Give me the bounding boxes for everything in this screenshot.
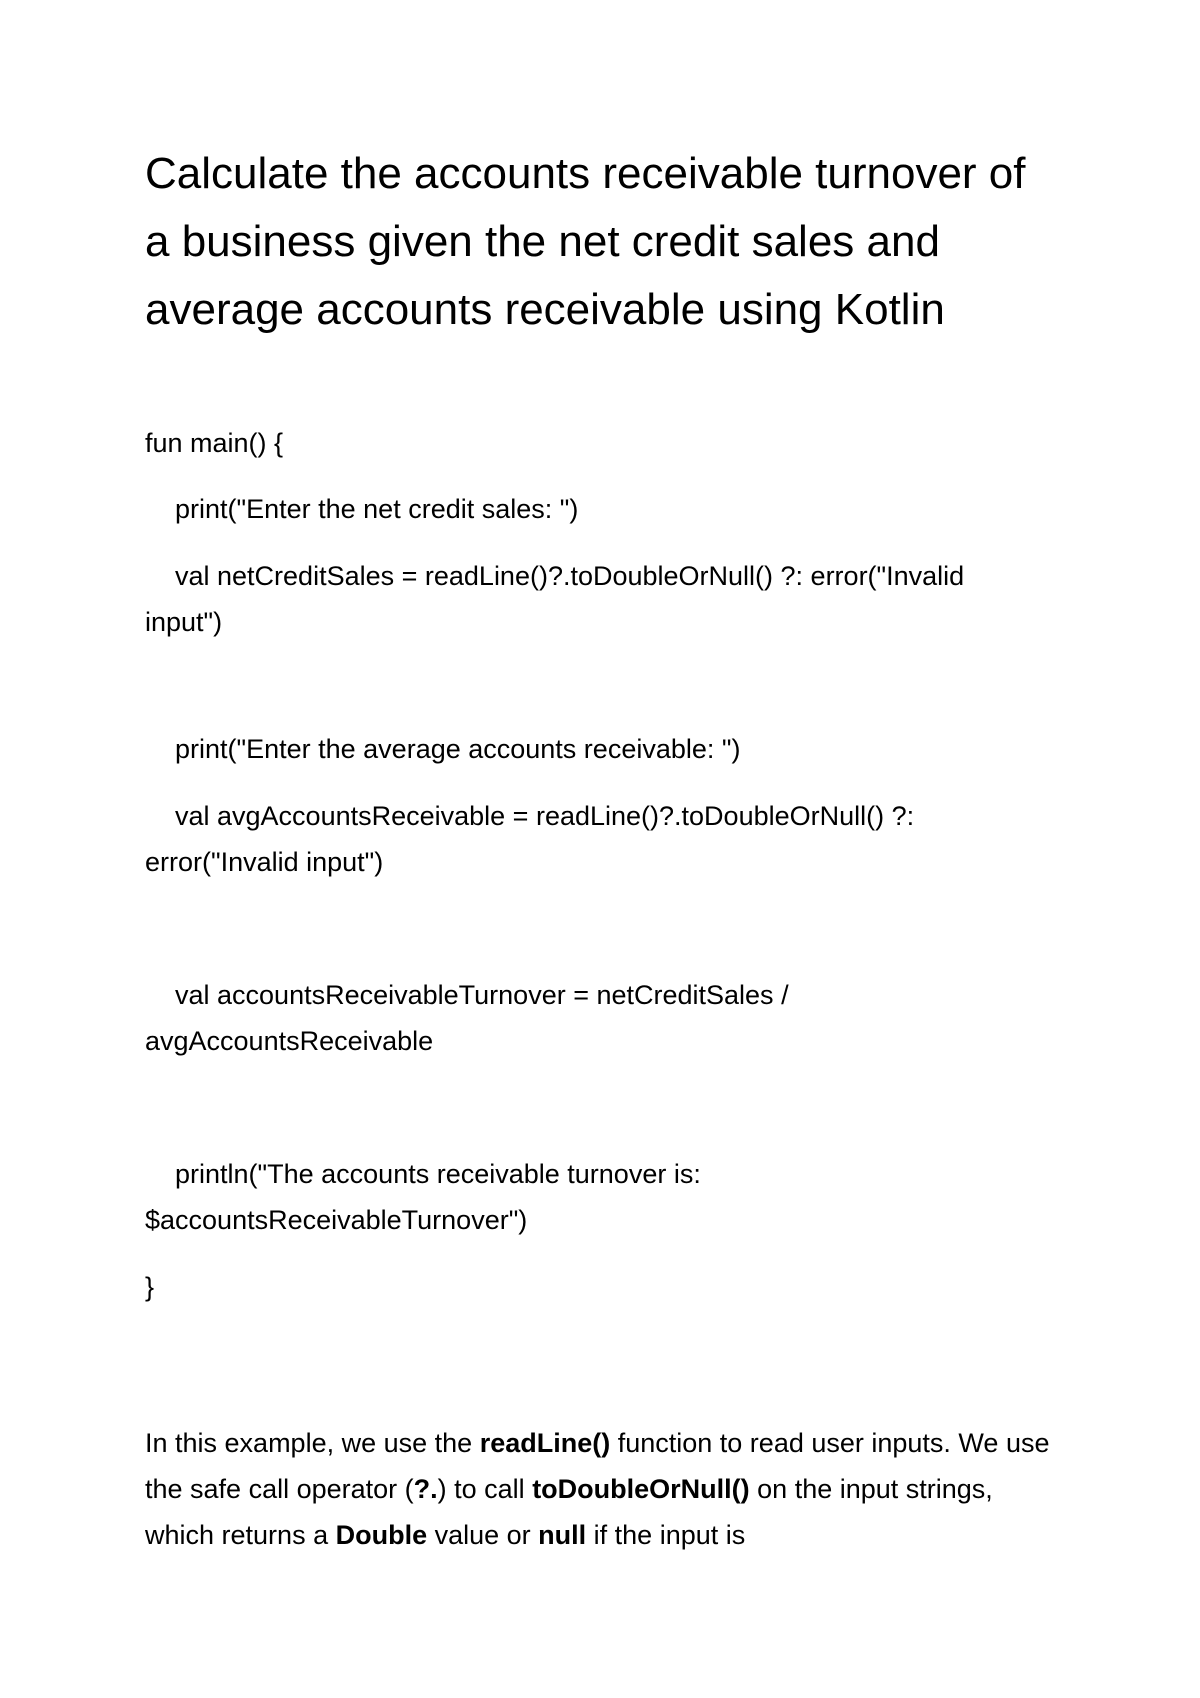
explanation-bold-todouble: toDoubleOrNull() — [532, 1474, 750, 1504]
code-line-println-cont: $accountsReceivableTurnover") — [145, 1205, 528, 1235]
title-line-3: average accounts receivable using Kotlin — [145, 285, 945, 334]
explanation-paragraph — [145, 1420, 1065, 1558]
explanation-bold-safe-call: ?. — [413, 1474, 438, 1504]
code-line-close-brace: } — [145, 1272, 155, 1302]
code-line-val-avg: val avgAccountsReceivable = readLine()?.toDoubleOrNull() ?: — [175, 801, 915, 831]
explanation-text-4: on the input strings, which returns a — [145, 1474, 993, 1550]
explanation-text-5: value or — [427, 1520, 539, 1550]
code-line-fun-main: fun main() { — [145, 428, 284, 458]
code-line-val-net: val netCreditSales = readLine()?.toDoubleOrNull() ?: error("Invalid — [175, 561, 965, 591]
title-line-1: Calculate the accounts receivable turnover of — [145, 149, 1026, 198]
code-line-print-avg: print("Enter the average accounts receivable: ") — [175, 734, 741, 764]
explanation-text-2: function to read user inputs. We use the safe call operator ( — [145, 1428, 1050, 1504]
explanation-text-6: if the input is — [586, 1520, 746, 1550]
code-line-print-net: print("Enter the net credit sales: ") — [175, 494, 579, 524]
code-line-val-turnover: val accountsReceivableTurnover = netCreditSales / — [175, 980, 789, 1010]
code-line-val-turnover-cont: avgAccountsReceivable — [145, 1026, 434, 1056]
explanation-bold-readline: readLine() — [479, 1428, 611, 1458]
explanation-bold-double: Double — [335, 1520, 428, 1550]
code-line-val-net-cont: input") — [145, 607, 223, 637]
explanation-bold-null: null — [538, 1520, 587, 1550]
explanation-text-3: ) to call — [437, 1474, 533, 1504]
page-title — [145, 140, 1075, 344]
title-line-2: a business given the net credit sales and — [145, 217, 940, 266]
code-line-println: println("The accounts receivable turnover is: — [175, 1159, 701, 1189]
code-line-val-avg-cont: error("Invalid input") — [145, 847, 384, 877]
explanation-text-1: In this example, we use the — [145, 1428, 480, 1458]
